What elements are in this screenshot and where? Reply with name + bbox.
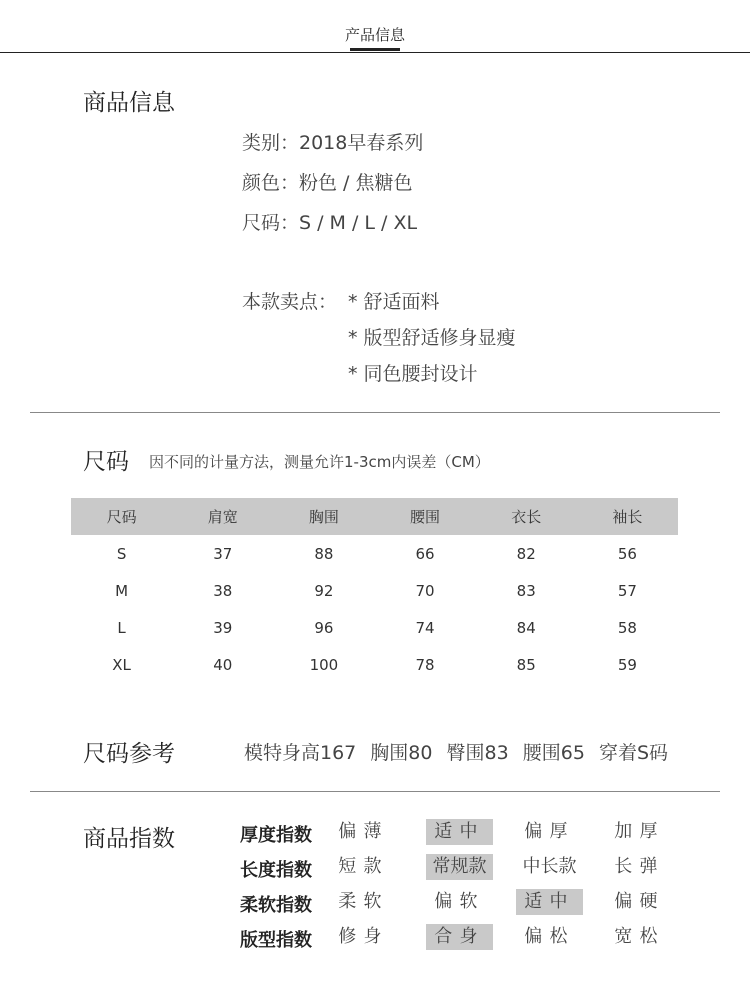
table-cell: S bbox=[116, 544, 127, 563]
category-row: 类别：2018早春系列 bbox=[242, 132, 424, 154]
index-option: 常规款 bbox=[426, 854, 493, 880]
index-row-length bbox=[240, 854, 680, 880]
size-table-header-cell: 腰围 bbox=[374, 498, 475, 535]
color-row: 颜色：粉色 / 焦糖色 bbox=[242, 172, 413, 194]
table-row bbox=[71, 646, 678, 683]
size-table-header-cell: 袖长 bbox=[577, 498, 678, 535]
table-cell: 88 bbox=[314, 544, 334, 563]
table-cell: 78 bbox=[415, 655, 435, 674]
table-cell: 39 bbox=[213, 618, 233, 637]
index-label: 长度指数 bbox=[240, 860, 312, 881]
table-cell: 57 bbox=[617, 581, 637, 600]
table-cell: 66 bbox=[415, 544, 435, 563]
index-option: 长弹 bbox=[614, 856, 665, 877]
tab-product-info[interactable]: 产品信息 bbox=[344, 26, 405, 44]
section-divider bbox=[30, 791, 720, 792]
table-row bbox=[71, 535, 678, 572]
index-label: 版型指数 bbox=[240, 930, 312, 951]
table-cell: M bbox=[115, 581, 129, 600]
table-cell: 96 bbox=[314, 618, 334, 637]
table-row bbox=[71, 609, 678, 646]
size-table-header-cell: 肩宽 bbox=[172, 498, 273, 535]
size-chart-note: 因不同的计量方法，测量允许1-3cm内误差（CM） bbox=[149, 453, 490, 471]
index-option: 偏硬 bbox=[614, 891, 665, 912]
selling-point-item: * 版型舒适修身显瘦 bbox=[348, 327, 516, 349]
size-table-header-cell: 衣长 bbox=[476, 498, 577, 535]
table-cell: 100 bbox=[309, 655, 339, 674]
index-label: 厚度指数 bbox=[240, 825, 312, 846]
index-option: 适中 bbox=[426, 819, 493, 845]
product-index-title: 商品指数 bbox=[83, 826, 175, 852]
index-option: 偏厚 bbox=[524, 821, 575, 842]
size-table-header-row bbox=[71, 498, 678, 535]
size-chart-title: 尺码 bbox=[83, 449, 129, 475]
size-reference-title: 尺码参考 bbox=[83, 741, 175, 767]
index-option: 适中 bbox=[516, 889, 583, 915]
selling-points-label: 本款卖点： bbox=[242, 291, 338, 313]
index-row-thickness bbox=[240, 819, 680, 845]
size-reference-text: 模特身高167 胸围80 臀围83 腰围65 穿着S码 bbox=[244, 742, 669, 764]
index-option: 加厚 bbox=[614, 821, 665, 842]
tab-bar-divider bbox=[0, 52, 750, 53]
size-table bbox=[71, 498, 678, 683]
table-cell: 92 bbox=[314, 581, 334, 600]
table-row bbox=[71, 572, 678, 609]
table-cell: 37 bbox=[213, 544, 233, 563]
index-option: 偏软 bbox=[434, 891, 485, 912]
index-row-softness bbox=[240, 889, 680, 915]
index-option: 柔软 bbox=[338, 891, 389, 912]
index-label: 柔软指数 bbox=[240, 895, 312, 916]
index-option: 中长款 bbox=[522, 856, 577, 877]
table-cell: 70 bbox=[415, 581, 435, 600]
index-option: 偏松 bbox=[524, 926, 575, 947]
tab-active-underline bbox=[350, 48, 400, 51]
table-cell: 84 bbox=[516, 618, 536, 637]
index-option: 短款 bbox=[338, 856, 389, 877]
table-cell: 83 bbox=[516, 581, 536, 600]
product-info-title: 商品信息 bbox=[83, 90, 175, 116]
table-cell: L bbox=[117, 618, 126, 637]
size-row: 尺码：S / M / L / XL bbox=[242, 212, 418, 234]
table-cell: 40 bbox=[213, 655, 233, 674]
table-cell: 58 bbox=[617, 618, 637, 637]
table-cell: 74 bbox=[415, 618, 435, 637]
index-option: 宽松 bbox=[614, 926, 665, 947]
index-option: 合身 bbox=[426, 924, 493, 950]
size-table-header-cell: 尺码 bbox=[71, 498, 172, 535]
table-cell: XL bbox=[112, 655, 131, 674]
selling-point-item: * 舒适面料 bbox=[348, 291, 440, 313]
size-table-header-cell: 胸围 bbox=[273, 498, 374, 535]
table-cell: 59 bbox=[617, 655, 637, 674]
selling-point-item: * 同色腰封设计 bbox=[348, 363, 478, 385]
table-cell: 82 bbox=[516, 544, 536, 563]
index-option: 偏薄 bbox=[338, 821, 389, 842]
index-row-fit bbox=[240, 924, 680, 950]
table-cell: 85 bbox=[516, 655, 536, 674]
section-divider bbox=[30, 412, 720, 413]
table-cell: 38 bbox=[213, 581, 233, 600]
table-cell: 56 bbox=[617, 544, 637, 563]
index-option: 修身 bbox=[338, 926, 389, 947]
top-tab-bar bbox=[0, 0, 750, 54]
